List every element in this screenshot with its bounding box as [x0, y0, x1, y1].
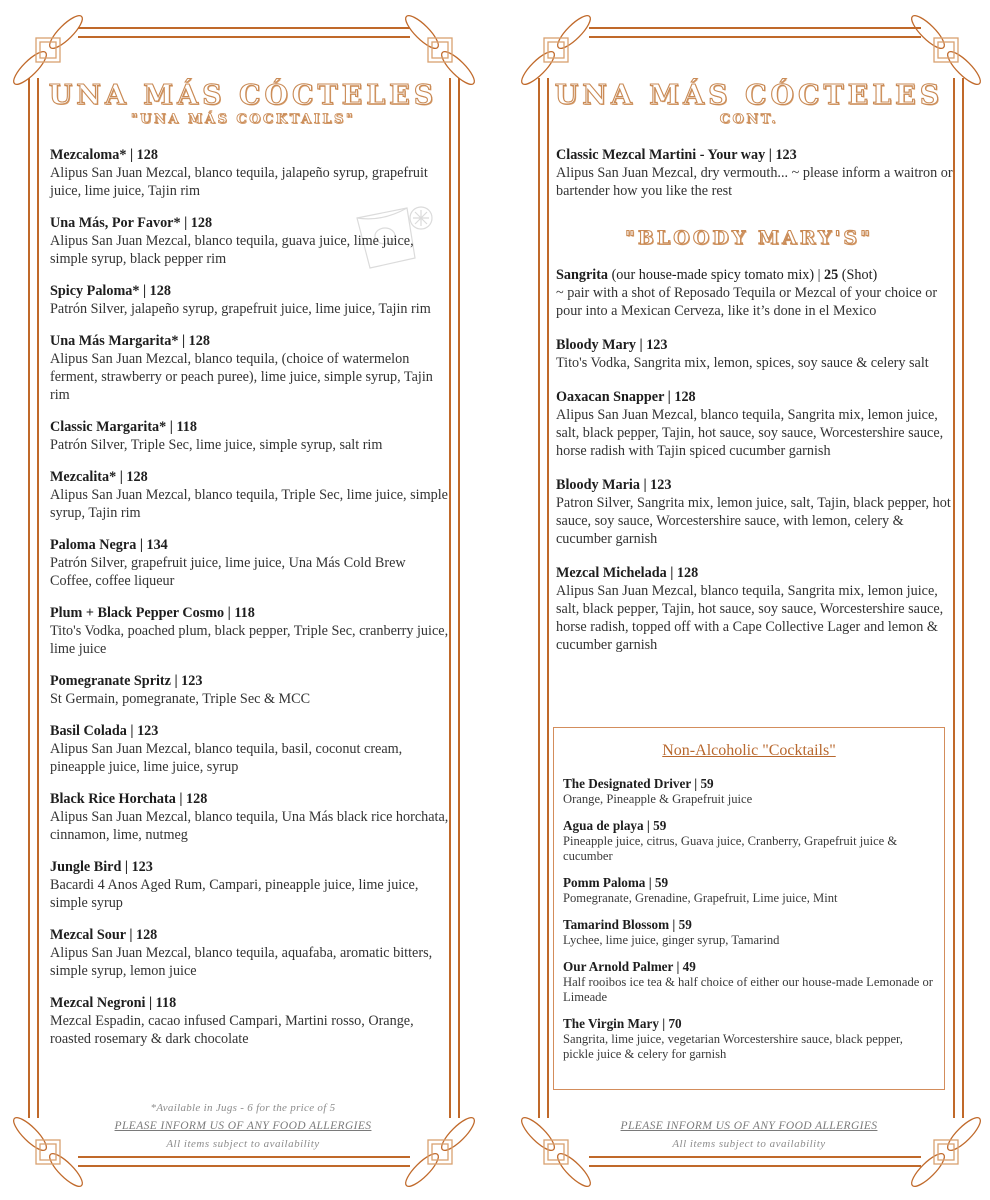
item-name: Black Rice Horchata | 128 [50, 791, 208, 807]
item-name-bold: Sangrita [556, 267, 609, 283]
item-name: Plum + Black Pepper Cosmo | 118 [50, 605, 255, 621]
page-title: UNA MÁS CÓCTELES [48, 80, 438, 111]
menu-item [50, 604, 450, 658]
menu-item [50, 468, 450, 522]
frame-top-line-outer [589, 27, 921, 29]
item-description: Patrón Silver, grapefruit juice, lime juice, Una Más Cold Brew Coffee, coffee liqueur [50, 555, 406, 589]
menu-item [50, 790, 450, 844]
item-price: 25 [824, 267, 839, 283]
item-description: Alipus San Juan Mezcal, blanco tequila, jalapeño syrup, grapefruit juice, lime juice, Tajin rim [50, 165, 428, 199]
frame-top-line-inner [589, 36, 921, 38]
item-name: Agua de playa | 59 [563, 818, 667, 833]
menu-item [50, 418, 450, 454]
item-description: Pineapple juice, citrus, Guava juice, Cranberry, Grapefruit juice & cucumber [563, 834, 898, 863]
menu-item [50, 536, 450, 590]
jugs-note: *Available in Jugs - 6 for the price of 5 [150, 1102, 336, 1114]
menu-item [563, 917, 935, 948]
menu-page-left [8, 0, 478, 1200]
section-title-non-alcoholic: Non-Alcoholic "Cocktails" [662, 742, 836, 759]
item-description: Patrón Silver, Triple Sec, lime juice, simple syrup, salt rim [50, 437, 383, 453]
menu-item [50, 858, 450, 912]
cocktail-list-continued [556, 146, 956, 214]
item-description: Alipus San Juan Mezcal, blanco tequila, basil, coconut cream, pineapple juice, lime juice, syrup [50, 741, 403, 775]
menu-item [556, 336, 956, 372]
item-name: Basil Colada | 123 [50, 723, 159, 739]
page-subtitle: CONT. [719, 112, 779, 127]
item-description: Alipus San Juan Mezcal, blanco tequila, guava juice, lime juice, simple syrup, black pepper rim [50, 233, 414, 267]
item-name: Spicy Paloma* | 128 [50, 283, 171, 299]
item-description: Patron Silver, Sangrita mix, lemon juice, salt, Tajin, black pepper, hot sauce, soy sauce, Worcestershire sauce, with lemon, celery & cucumber garnish [556, 495, 951, 547]
item-description: Alipus San Juan Mezcal, blanco tequila, Triple Sec, lime juice, simple syrup, Tajin rim [50, 487, 448, 521]
menu-item [556, 388, 956, 460]
menu-item [563, 959, 935, 1005]
frame-left-line-outer [28, 78, 30, 1118]
menu-item [50, 672, 450, 708]
item-name: Bloody Maria | 123 [556, 477, 672, 493]
item-name: The Designated Driver | 59 [563, 776, 714, 791]
item-description: Lychee, lime juice, ginger syrup, Tamarind [563, 933, 780, 947]
menu-item [50, 994, 450, 1048]
item-name: Tamarind Blossom | 59 [563, 917, 692, 932]
item-name: Jungle Bird | 123 [50, 859, 153, 875]
non-alcoholic-list [563, 776, 935, 1073]
corner-ornament-icon [906, 10, 986, 90]
item-description: Sangrita, lime juice, vegetarian Worcestershire sauce, black pepper, pickle juice & celery for garnish [563, 1032, 903, 1061]
item-name: Mezcal Sour | 128 [50, 927, 158, 943]
frame-bottom-line-outer [589, 1165, 921, 1167]
item-name: Pomegranate Spritz | 123 [50, 673, 203, 689]
menu-item [50, 214, 450, 268]
menu-item [556, 146, 956, 200]
corner-ornament-icon [8, 10, 88, 90]
menu-item [50, 332, 450, 404]
item-description: ~ pair with a shot of Reposado Tequila or Mezcal of your choice or pour into a Mexican Cerveza, like it’s done in el Mexico [556, 285, 938, 319]
frame-top-line-inner [78, 36, 410, 38]
item-name: Classic Margarita* | 118 [50, 419, 197, 435]
item-description: Tito's Vodka, Sangrita mix, lemon, spices, soy sauce & celery salt [556, 355, 929, 371]
item-name [556, 266, 956, 284]
menu-item [50, 722, 450, 776]
item-name: Una Más, Por Favor* | 128 [50, 215, 213, 231]
item-name: Our Arnold Palmer | 49 [563, 959, 696, 974]
section-title-bloody-marys: "BLOODY MARY'S" [624, 227, 874, 249]
item-price-suffix: (Shot) [838, 267, 878, 283]
item-description: Alipus San Juan Mezcal, blanco tequila, aquafaba, aromatic bitters, simple syrup, lemon juice [50, 945, 433, 979]
item-name: Pomm Paloma | 59 [563, 875, 669, 890]
menu-item [50, 146, 450, 200]
item-name: Mezcal Michelada | 128 [556, 565, 699, 581]
menu-item [556, 476, 956, 548]
frame-bottom-line-inner [78, 1156, 410, 1158]
item-description: Alipus San Juan Mezcal, blanco tequila, Sangrita mix, lemon juice, salt, black pepper, Tajin, hot sauce, soy sauce, Worcestershire sauce, horse radish with Tajin spiced cucumber garnish [556, 407, 944, 459]
non-alcoholic-section [553, 727, 945, 1090]
availability-note: All items subject to availability [672, 1138, 826, 1150]
menu-item [563, 875, 935, 906]
corner-ornament-icon [516, 10, 596, 90]
item-name: Oaxacan Snapper | 128 [556, 389, 696, 405]
item-description: Orange, Pineapple & Grapefruit juice [563, 792, 753, 806]
page-title: UNA MÁS CÓCTELES [554, 80, 944, 111]
corner-ornament-icon [400, 10, 480, 90]
menu-item [556, 266, 956, 320]
frame-bottom-line-outer [78, 1165, 410, 1167]
frame-bottom-line-inner [589, 1156, 921, 1158]
item-name: Classic Mezcal Martini - Your way | 123 [556, 147, 797, 163]
item-description: Alipus San Juan Mezcal, blanco tequila, Sangrita mix, lemon juice, salt, black pepper, Tajin, hot sauce, soy sauce, Worcestershire sauce, horse radish, topped off with a Cape Collective Lager and lemon & cucumber garnish [556, 583, 944, 653]
item-description: Half rooibos ice tea & half choice of either our house-made Lemonade or Limeade [563, 975, 933, 1004]
availability-note: All items subject to availability [166, 1138, 320, 1150]
item-name: Mezcaloma* | 128 [50, 147, 158, 163]
item-name: Mezcalita* | 128 [50, 469, 148, 485]
item-name: The Virgin Mary | 70 [563, 1016, 682, 1031]
frame-right-line-outer [458, 78, 460, 1118]
allergy-notice: PLEASE INFORM US OF ANY FOOD ALLERGIES [620, 1120, 878, 1132]
item-description: Patrón Silver, jalapeño syrup, grapefruit juice, lime juice, Tajin rim [50, 301, 431, 317]
item-name: Mezcal Negroni | 118 [50, 995, 177, 1011]
item-description: Alipus San Juan Mezcal, dry vermouth... ~ please inform a waitron or bartender how you like the rest [556, 165, 953, 199]
item-description: Pomegranate, Grenadine, Grapefruit, Lime juice, Mint [563, 891, 838, 905]
item-name: Una Más Margarita* | 128 [50, 333, 210, 349]
item-name-note: (our house-made spicy tomato mix) | [608, 267, 825, 283]
item-description: Alipus San Juan Mezcal, blanco tequila, (choice of watermelon ferment, strawberry or peach puree), lime juice, simple syrup, Tajin rim [50, 351, 433, 403]
item-name: Bloody Mary | 123 [556, 337, 668, 353]
frame-top-line-outer [78, 27, 410, 29]
menu-page-right [514, 0, 984, 1200]
menu-item [563, 776, 935, 807]
menu-item [563, 1016, 935, 1062]
cocktail-list [50, 146, 450, 1062]
item-description: Alipus San Juan Mezcal, blanco tequila, Una Más black rice horchata, cinnamon, lime, nutmeg [50, 809, 449, 843]
page-subtitle: "UNA MÁS COCKTAILS" [130, 112, 356, 127]
item-description: St Germain, pomegranate, Triple Sec & MCC [50, 691, 311, 707]
frame-left-line-inner [37, 78, 39, 1118]
item-description: Tito's Vodka, poached plum, black pepper, Triple Sec, cranberry juice, lime juice [50, 623, 449, 657]
menu-item [556, 564, 956, 654]
menu-item [563, 818, 935, 864]
item-name: Paloma Negra | 134 [50, 537, 168, 553]
item-description: Bacardi 4 Anos Aged Rum, Campari, pineapple juice, lime juice, simple syrup [50, 877, 419, 911]
allergy-notice: PLEASE INFORM US OF ANY FOOD ALLERGIES [114, 1120, 372, 1132]
menu-item [50, 926, 450, 980]
item-description: Mezcal Espadin, cacao infused Campari, Martini rosso, Orange, roasted rosemary & dark chocolate [50, 1013, 414, 1047]
bloody-mary-list [556, 266, 956, 668]
menu-item [50, 282, 450, 318]
